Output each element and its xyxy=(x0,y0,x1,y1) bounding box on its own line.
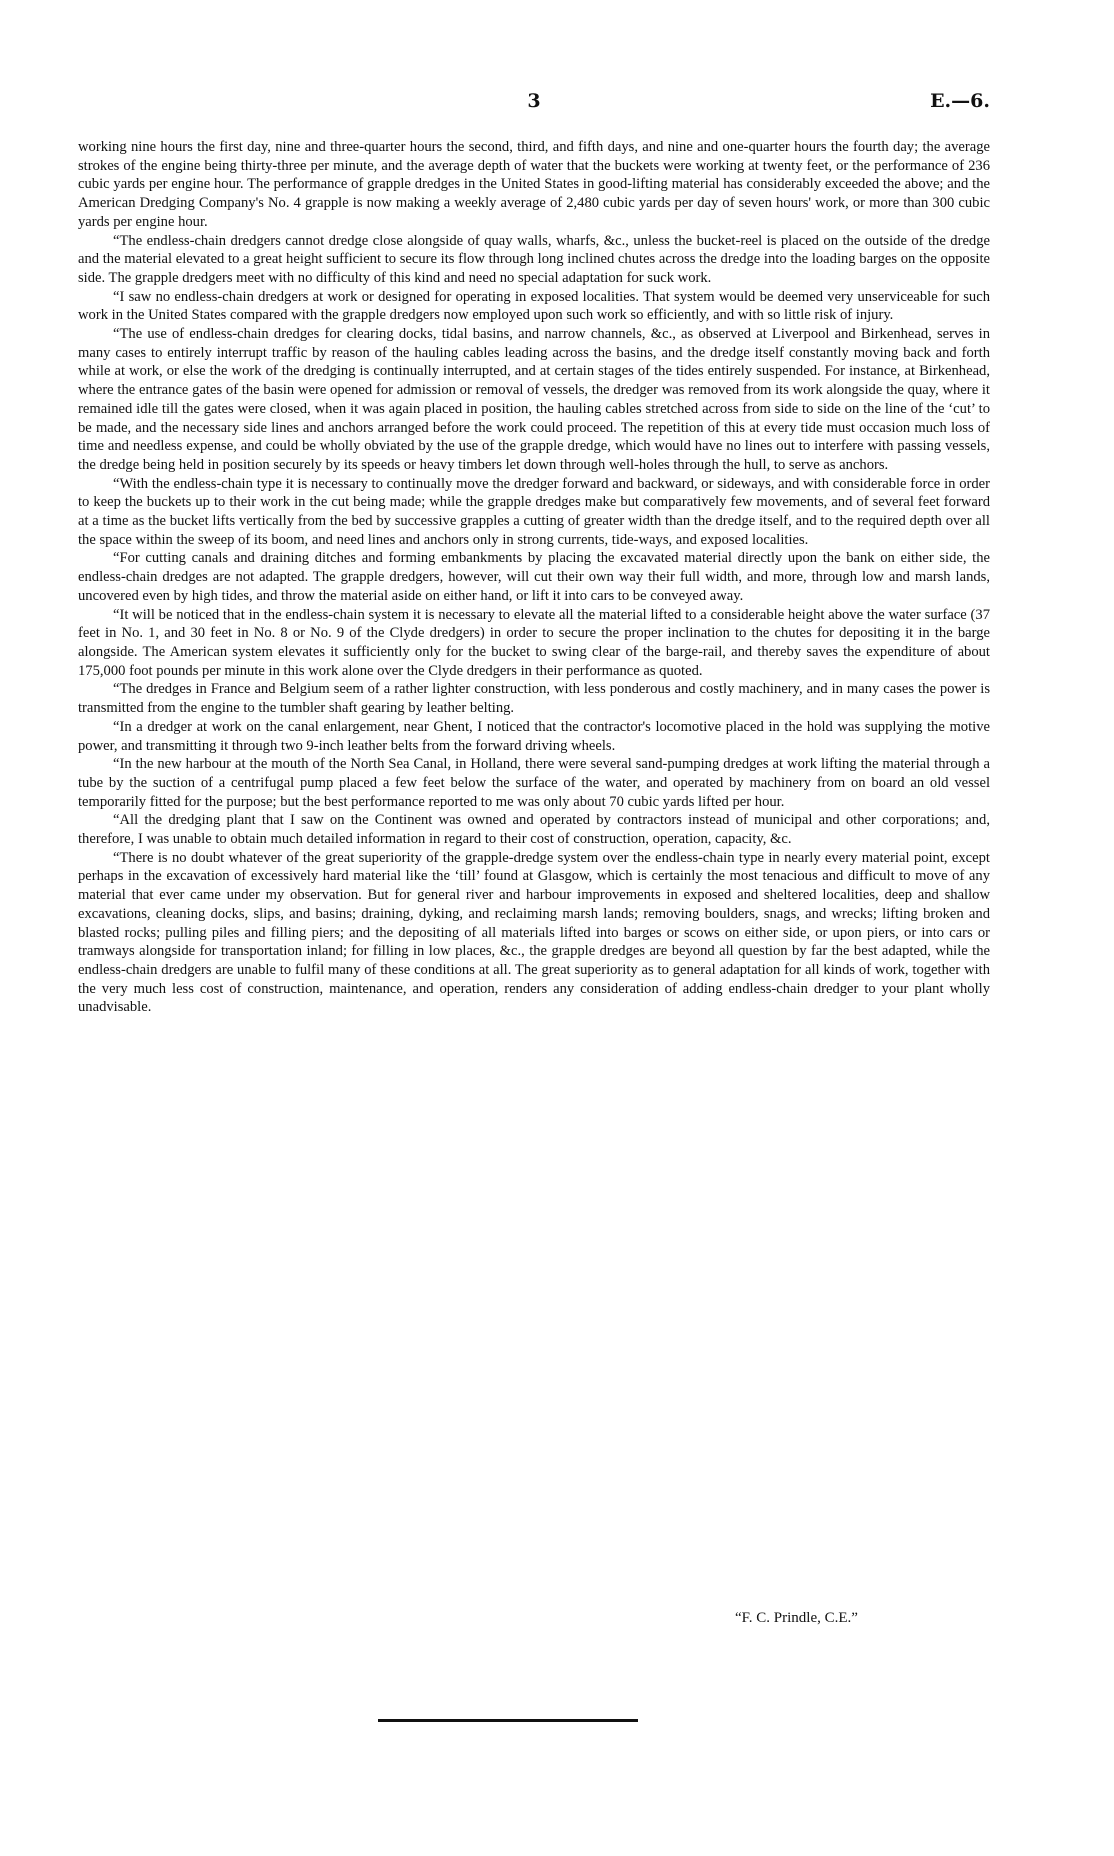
paragraph: “For cutting canals and draining ditches and forming embankments by placing the excavated material directly upon the bank on either side, the endless-chain dredges are not adapted. The grapple dredgers, however, will cut their own way their full width, and more, through low and marsh lands, uncovered even by high tides, and throw the material aside on either hand, or lift it into cars to be conveyed away. xyxy=(78,550,990,604)
page-number: 3 xyxy=(527,90,541,112)
closing-rule xyxy=(378,1719,638,1722)
paragraph: “In the new harbour at the mouth of the North Sea Canal, in Holland, there were several sand-pumping dredges at work lifting the material through a tube by the suction of a centrifugal pump placed a few feet below the surface of the water, and operated by machinery from on board an old vessel temporarily fitted for the purpose; but the best performance reported to me was only about 70 cubic yards lifted per hour. xyxy=(78,756,990,810)
paragraph: “With the endless-chain type it is necessary to continually move the dredger forward and backward, or sideways, and with considerable force in order to keep the buckets up to their work in the cut being made; while the grapple dredges make but comparatively few movements, and of several feet forward at a time as the bucket lifts vertically from the bed by successive grapples a cutting of greater width than the dredge itself, and to the required depth over all the space within the sweep of its boom, and need lines and anchors only in strong currents, tide-ways, and exposed localities. xyxy=(78,475,990,548)
paragraph: working nine hours the first day, nine and three-quarter hours the second, third, and fifth days, and nine and one-quarter hours the fourth day; the average strokes of the engine being thirty-three per minute, and the average depth of water that the buckets were working at twenty feet, or the performance of 236 cubic yards per engine hour. The performance of grapple dredges in the United States in good-lifting material has considerably exceeded the above; and the American Dredging Company's No. 4 grapple is now making a weekly average of 2,480 cubic yards per day of seven hours' work, or more than 300 cubic yards per engine hour. xyxy=(78,139,990,230)
paragraph: “The use of endless-chain dredges for clearing docks, tidal basins, and narrow channels, &c., as observed at Liverpool and Birkenhead, serves in many cases to entirely interrupt traffic by reason of the hauling cables leading across the basins, and the dredge itself constantly moving back and forth while at work, or else the work of the dredging is continually interrupted, and at certain stages of the tides entirely suspended. For instance, at Birkenhead, where the entrance gates of the basin were opened for admission or removal of vessels, the dredger was removed from its work alongside the quay, where it remained idle till the gates were closed, when it was again placed in position, the hauling cables stretched across from side to side on the line of the ‘cut’ to be made, and the necessary side lines and anchors arranged before the work could proceed. The repetition of this at every tide must occasion much loss of time and needless expense, and could be wholly obviated by the use of the grapple dredge, which would have no lines out to interfere with passing vessels, the dredge being held in position securely by its speeds or heavy timbers let down through well-holes through the hull, to serve as anchors. xyxy=(78,326,990,473)
page-header xyxy=(78,90,990,114)
body-text xyxy=(78,138,990,1017)
paragraph: “The dredges in France and Belgium seem of a rather lighter construction, with less ponderous and costly machinery, and in many cases the power is transmitted from the engine to the tumbler shaft gearing by leather belting. xyxy=(78,681,990,717)
paragraph: “All the dredging plant that I saw on the Continent was owned and operated by contractors instead of municipal and other corporations; and, therefore, I was unable to obtain much detailed information in regard to their cost of construction, operation, capacity, &c. xyxy=(78,812,990,848)
paragraph: “It will be noticed that in the endless-chain system it is necessary to elevate all the material lifted to a considerable height above the water surface (37 feet in No. 1, and 30 feet in No. 8 or No. 9 of the Clyde dredgers) in order to secure the proper inclination to the chutes for depositing it in the barge alongside. The American system elevates it sufficiently only for the bucket to swing clear of the barge-rail, and thereby saves the expenditure of about 175,000 foot pounds per minute in this work alone over the Clyde dredgers in their performance as quoted. xyxy=(78,606,990,679)
paragraph: “There is no doubt whatever of the great superiority of the grapple-dredge system over the endless-chain type in nearly every material point, except perhaps in the excavation of excessively hard material like the ‘till’ found at Glasgow, which is certainly the most tenacious and difficult to move of any material that ever came under my observation. But for general river and harbour improvements in exposed and sheltered localities, deep and shallow excavations, cleaning docks, slips, and basins; draining, dyking, and reclaiming marsh lands; removing boulders, snags, and wrecks; lifting broken and blasted rocks; pulling piles and filling piers; and the depositing of all materials lifted into barges or scows on either side, or upon piers, or into cars or tramways alongside for transportation inland; for filling in low places, &c., the grapple dredges are beyond all question by far the best adapted, while the endless-chain dredgers are unable to fulfil many of these conditions at all. The great superiority as to general adaptation for all kinds of work, together with the very much less cost of construction, maintenance, and operation, renders any consideration of adding endless-chain dredger to your plant wholly unadvisable. xyxy=(78,849,990,1016)
signature: “F. C. Prindle, C.E.” xyxy=(735,1610,858,1626)
paragraph: “The endless-chain dredgers cannot dredge close alongside of quay walls, wharfs, &c., unless the bucket-reel is placed on the outside of the dredge and the material elevated to a great height sufficient to secure its flow through long inclined chutes across the dredge into the loading barges on the opposite side. The grapple dredgers meet with no difficulty of this kind and need no special adaptation for suck work. xyxy=(78,232,990,286)
section-code: E.—6. xyxy=(930,90,990,112)
paragraph: “In a dredger at work on the canal enlargement, near Ghent, I noticed that the contractor's locomotive placed in the hold was supplying the motive power, and transmitting it through two 9-inch leather belts from the forward driving wheels. xyxy=(78,718,990,754)
paragraph: “I saw no endless-chain dredgers at work or designed for operating in exposed localities. That system would be deemed very unserviceable for such work in the United States compared with the grapple dredgers now employed upon such work so efficiently, and with so little risk of injury. xyxy=(78,288,990,324)
